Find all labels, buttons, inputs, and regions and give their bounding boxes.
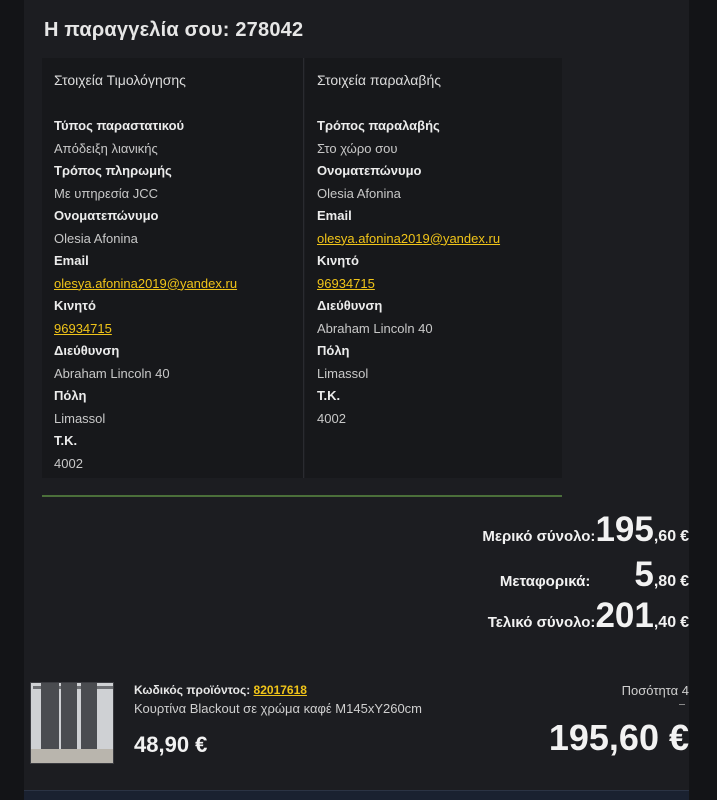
shipping-postcode-value: 4002 (317, 410, 346, 426)
billing-email-link[interactable]: olesya.afonina2019@yandex.ru (54, 275, 238, 291)
billing-name-label: Ονοματεπώνυμο (54, 208, 159, 223)
billing-postcode-value: 4002 (54, 455, 83, 471)
shipping-postcode-label: Τ.Κ. (317, 388, 341, 403)
shipping-email-link[interactable]: olesya.afonina2019@yandex.ru (317, 230, 501, 246)
shipping-cost-currency: € (680, 573, 689, 590)
quantity-dash (679, 704, 685, 705)
total-dec: ,40 (653, 614, 677, 631)
total-row (488, 598, 689, 633)
product-code-link[interactable]: 82017618 (253, 683, 307, 697)
billing-doc-type-value: Απόδειξη λιανικής (54, 140, 158, 156)
subtotal-currency: € (680, 528, 689, 545)
billing-email-label: Email (54, 253, 89, 268)
subtotal-label: Μερικό σύνολο: (482, 528, 596, 545)
billing-city-value: Limassol (54, 410, 106, 426)
billing-city-label: Πόλη (54, 388, 87, 403)
billing-payment-label: Τρόπος πληρωμής (54, 163, 172, 178)
shipping-cost-row (500, 557, 689, 592)
floor-shape (31, 749, 114, 763)
product-quantity: Ποσότητα 4 (621, 683, 689, 698)
product-code-label: Κωδικός προϊόντος: (134, 683, 251, 697)
shipping-column (305, 58, 562, 478)
product-unit-price: 48,90 € (134, 732, 208, 757)
product-line-total: 195,60 € (548, 717, 689, 758)
shipping-name-value: Olesia Afonina (317, 185, 401, 201)
total-currency: € (680, 614, 689, 631)
total-int: 201 (595, 596, 654, 635)
shipping-cost-dec: ,80 (653, 573, 677, 590)
billing-name-value: Olesia Afonina (54, 230, 138, 246)
shipping-heading: Στοιχεία παραλαβής (317, 72, 441, 88)
product-code-line (134, 683, 307, 697)
product-image[interactable] (30, 682, 114, 764)
shipping-cost-int: 5 (634, 555, 654, 594)
billing-address-value: Abraham Lincoln 40 (54, 365, 170, 381)
shipping-address-value: Abraham Lincoln 40 (317, 320, 433, 336)
section-divider (42, 495, 562, 497)
product-name[interactable]: Κουρτίνα Blackout σε χρώμα καφέ Μ145xΥ260cm (134, 701, 423, 716)
shipping-city-value: Limassol (317, 365, 369, 381)
total-label: Τελικό σύνολο: (487, 614, 596, 631)
billing-payment-value: Με υπηρεσία JCC (54, 185, 159, 201)
billing-phone-link[interactable]: 96934715 (54, 320, 112, 336)
shipping-email-label: Email (317, 208, 352, 223)
shipping-cost-label: Μεταφορικά: (499, 573, 591, 590)
product-line (24, 670, 689, 780)
order-title: Η παραγγελία σου: 278042 (44, 19, 304, 41)
billing-postcode-label: Τ.Κ. (54, 433, 78, 448)
billing-phone-label: Κινητό (54, 298, 96, 313)
left-frame (0, 0, 24, 800)
shipping-phone-link[interactable]: 96934715 (317, 275, 375, 291)
shipping-phone-label: Κινητό (317, 253, 359, 268)
billing-address-label: Διεύθυνση (54, 343, 120, 358)
shipping-method-value: Στο χώρο σου (317, 140, 398, 156)
billing-column (42, 58, 304, 478)
billing-doc-type-label: Τύπος παραστατικού (54, 118, 185, 133)
shipping-name-label: Ονοματεπώνυμο (317, 163, 422, 178)
subtotal-dec: ,60 (653, 528, 677, 545)
subtotal-row (482, 512, 689, 547)
bottom-bar (24, 790, 689, 800)
billing-heading: Στοιχεία Τιμολόγησης (54, 72, 186, 88)
shipping-address-label: Διεύθυνση (317, 298, 383, 313)
right-frame (689, 0, 717, 800)
shipping-method-label: Τρόπος παραλαβής (317, 118, 440, 133)
subtotal-int: 195 (595, 510, 654, 549)
shipping-city-label: Πόλη (317, 343, 350, 358)
